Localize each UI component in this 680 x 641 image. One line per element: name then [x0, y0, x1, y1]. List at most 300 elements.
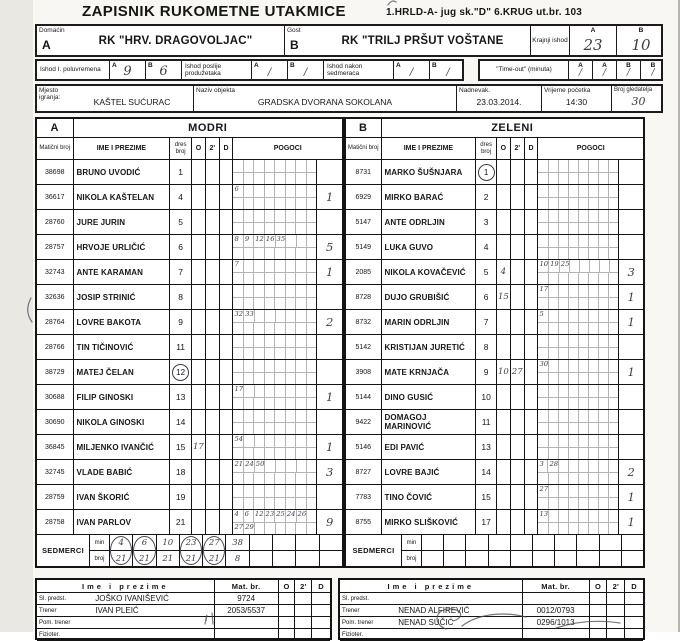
goal-minute — [307, 360, 316, 372]
goal-minute — [296, 160, 306, 172]
goal-minute — [569, 473, 579, 485]
official-penalty-cell — [295, 617, 312, 628]
player-disqualification — [220, 185, 234, 209]
player-row — [37, 460, 342, 485]
goal-minute — [549, 223, 559, 235]
goal-minute — [244, 398, 254, 410]
sevens-b: / — [446, 66, 450, 78]
goal-minute — [559, 223, 569, 235]
official-penalty-cell — [279, 593, 296, 604]
player-name: MILJENKO IVANČIĆ — [74, 435, 171, 459]
goal-minute — [538, 398, 548, 410]
goals-grid-line — [233, 373, 316, 385]
goal-minute — [265, 398, 275, 410]
player-goals-total — [317, 210, 342, 234]
sedmerci-min-broj-labels — [90, 535, 110, 566]
player-maticni-broj: 8732 — [346, 310, 382, 334]
goal-minute — [580, 260, 590, 272]
team-letter: A — [37, 119, 74, 137]
goal-minute — [275, 410, 285, 422]
goal-minute — [296, 498, 306, 510]
player-2min-minute — [511, 235, 525, 259]
goal-minute — [549, 498, 559, 510]
official-mat-br — [215, 617, 279, 628]
goal-minute — [307, 223, 316, 235]
player-name: DINO GUSIĆ — [382, 385, 477, 409]
goals-grid-line — [538, 160, 618, 173]
player-goals-total: 1 — [627, 290, 635, 304]
goal-minute — [275, 448, 285, 460]
player-maticni-broj: 36617 — [37, 185, 74, 209]
sedmerci-broj-value — [250, 551, 272, 566]
goal-minute — [254, 485, 264, 497]
goal-minute — [579, 310, 589, 322]
player-goals-total — [619, 435, 643, 459]
goal-minute — [589, 173, 599, 185]
goal-minute — [579, 460, 589, 472]
goal-minute — [307, 260, 316, 272]
goal-minute — [307, 335, 316, 347]
player-name: MATE KRNJAČA — [382, 360, 477, 384]
player-goals-grid — [538, 310, 619, 334]
official-penalty-cell — [295, 593, 312, 604]
goal-minute — [233, 348, 243, 360]
sevens-label-cell — [324, 61, 394, 79]
officials-team-a — [35, 578, 332, 640]
goal-minute — [609, 410, 618, 422]
goal-minute — [286, 448, 296, 460]
sedmerci-cell — [444, 535, 466, 566]
goal-minute — [559, 448, 569, 460]
goals-grid-line — [538, 360, 618, 373]
goals-grid-line — [538, 248, 618, 260]
goal-minute — [286, 210, 296, 222]
player-goals-total: 3 — [326, 465, 334, 479]
player-name: EDI PAVIĆ — [382, 435, 477, 459]
goals-grid — [538, 235, 618, 259]
player-dres-broj: 4 — [170, 185, 192, 209]
player-goals-grid — [538, 335, 619, 359]
goal-minute — [233, 273, 243, 285]
goal-minute — [579, 223, 589, 235]
goal-minute — [276, 523, 286, 535]
goal-minute — [589, 185, 599, 197]
player-goals-total — [317, 485, 342, 509]
player-goals-total: 1 — [326, 440, 334, 454]
hall-value: GRADSKA DVORANA SOKOLANA — [257, 97, 393, 107]
timeout-3-value: / — [626, 67, 631, 78]
col-header-dres-broj: dres broj — [476, 138, 497, 159]
player-2min-minute — [206, 485, 220, 509]
goal-minute: 10 — [538, 260, 549, 272]
date-label: Nadnevak. — [459, 87, 491, 94]
goal-minute — [296, 210, 306, 222]
teams-score-box — [35, 24, 663, 57]
goals-grid-line — [233, 423, 316, 435]
halftime-a: 9 — [123, 64, 132, 79]
goal-minute — [599, 335, 609, 347]
goal-minute — [569, 185, 579, 197]
goal-minute — [265, 335, 275, 347]
sedmerci-broj-value — [273, 551, 295, 566]
goal-minute — [549, 248, 559, 260]
goal-minute — [307, 173, 316, 185]
goals-grid — [233, 210, 316, 234]
goal-minute — [286, 248, 296, 260]
goal-minute — [599, 398, 609, 410]
player-disqualification — [525, 485, 539, 509]
goals-grid-line — [538, 173, 618, 185]
sedmerci-cell-stack — [444, 535, 465, 566]
goal-minute — [265, 435, 275, 447]
goal-minute — [233, 398, 243, 410]
player-maticni-broj: 38729 — [37, 360, 74, 384]
goal-minute — [244, 323, 254, 335]
goal-minute — [275, 360, 285, 372]
player-dres-broj: 11 — [476, 410, 497, 434]
goals-grid-line — [538, 260, 618, 273]
official-penalty-cell — [279, 617, 296, 628]
goal-minute — [599, 485, 609, 497]
goal-minute — [296, 385, 306, 397]
col-header-2min: 2' — [511, 138, 525, 159]
overtime-label-cell — [182, 61, 252, 79]
goal-minute — [275, 248, 285, 260]
player-goals-grid — [233, 210, 317, 234]
goal-minute — [609, 435, 618, 447]
goal-minute — [549, 473, 559, 485]
overtime-b-letter: B — [290, 62, 295, 69]
player-dres-broj: 6 — [170, 235, 192, 259]
goal-minute — [538, 248, 548, 260]
goal-minute — [254, 423, 264, 435]
goal-minute — [559, 498, 569, 510]
goal-minute — [559, 273, 569, 285]
player-row — [346, 260, 643, 285]
goal-minute — [589, 323, 599, 335]
goal-minute — [275, 223, 285, 235]
player-warning-minute — [192, 510, 206, 534]
sedmerci-min-value — [511, 535, 532, 551]
goal-minute — [549, 398, 559, 410]
goals-grid — [233, 160, 316, 184]
goals-grid — [538, 335, 618, 359]
official-row — [37, 617, 330, 629]
player-warning-minute — [192, 410, 206, 434]
goal-minute — [244, 473, 254, 485]
goal-minute — [307, 210, 316, 222]
goal-minute — [244, 335, 254, 347]
goal-minute — [609, 423, 618, 435]
goal-minute — [579, 298, 589, 310]
goal-minute — [538, 298, 548, 310]
player-warning-minute: 15 — [497, 285, 511, 309]
goal-minute — [286, 223, 296, 235]
sedmerci-min-value: 10 — [157, 535, 179, 551]
player-name: ANTE ODRLJIN — [382, 210, 477, 234]
goal-minute — [233, 360, 243, 372]
sedmerci-cell — [133, 535, 156, 566]
goals-grid-line — [538, 373, 618, 385]
player-2min-minute — [511, 285, 525, 309]
goal-minute — [307, 398, 316, 410]
official-role: Sl. predst. — [39, 595, 67, 602]
goals-grid — [538, 260, 618, 284]
player-row — [37, 410, 342, 435]
goal-minute — [549, 185, 559, 197]
player-warning-minute — [192, 485, 206, 509]
goal-minute — [286, 273, 296, 285]
officials-header-d: D — [318, 581, 324, 591]
player-dres-broj: 15 — [476, 485, 497, 509]
col-header-ime-i-prezime: IME I PREZIME — [74, 138, 171, 159]
goals-grid-line — [233, 285, 316, 298]
sedmerci-min-value: 6 — [133, 535, 155, 551]
goal-minute — [538, 335, 548, 347]
final-score-label-cell — [531, 26, 570, 55]
goal-minute — [579, 423, 589, 435]
goals-grid — [233, 310, 316, 334]
player-row — [37, 335, 342, 360]
goal-minute — [559, 173, 569, 185]
goal-minute — [286, 298, 296, 310]
goal-minute — [286, 423, 296, 435]
sedmerci-broj-value — [600, 551, 621, 566]
overtime-a-cell — [252, 61, 288, 79]
goal-minute — [589, 448, 599, 460]
col-header-pogoci: POGOCI — [273, 145, 302, 152]
official-penalty-cell — [279, 629, 296, 640]
goal-minute — [579, 173, 589, 185]
sedmerci-cell-stack — [533, 535, 554, 566]
player-disqualification — [525, 160, 539, 184]
goal-minute — [265, 323, 275, 335]
goal-minute — [244, 360, 254, 372]
goal-minute — [569, 435, 579, 447]
goal-minute — [579, 485, 589, 497]
final-score-a: 23 — [583, 36, 603, 54]
official-mat-br: 0296/1013 — [523, 617, 590, 628]
goal-minute — [549, 173, 559, 185]
goal-minute — [579, 348, 589, 360]
spectators-cell — [612, 86, 665, 111]
player-name: JURE JURIN — [74, 210, 171, 234]
official-role: Pom. trener — [342, 619, 374, 626]
official-row — [340, 605, 643, 617]
goal-minute — [307, 473, 316, 485]
player-row — [346, 435, 643, 460]
goal-minute — [609, 473, 618, 485]
goal-minute: 50 — [255, 460, 266, 472]
goal-minute — [233, 285, 243, 297]
final-score-label: Krajnji ishod — [532, 36, 568, 44]
goal-minute — [265, 248, 275, 260]
goal-minute — [589, 348, 599, 360]
player-goals-total — [317, 335, 342, 359]
goal-minute — [589, 485, 599, 497]
goal-minute — [275, 210, 285, 222]
spectators-value: 30 — [631, 95, 646, 108]
player-2min-minute — [511, 410, 525, 434]
player-goals-grid — [538, 510, 619, 534]
circled-dres-number: 1 — [478, 164, 495, 181]
goals-grid-line — [233, 248, 316, 260]
official-mat-br: 9724 — [215, 593, 279, 604]
goal-minute — [254, 198, 264, 210]
player-dres-broj: 5 — [170, 210, 192, 234]
sedmerci-row — [346, 535, 643, 566]
player-dres-broj: 7 — [476, 310, 497, 334]
goals-grid-line — [538, 510, 618, 523]
goal-minute — [549, 423, 559, 435]
goal-minute — [559, 160, 569, 172]
goal-minute — [579, 273, 589, 285]
goal-minute — [599, 298, 609, 310]
goal-minute — [265, 185, 275, 197]
goal-minute — [599, 448, 609, 460]
player-row — [37, 385, 342, 410]
official-penalty-cell — [295, 605, 312, 616]
goal-minute — [569, 523, 579, 535]
player-disqualification — [525, 185, 539, 209]
goal-minute — [599, 310, 609, 322]
sedmerci-cell-stack — [273, 535, 295, 566]
sedmerci-cell — [600, 535, 622, 566]
goal-minute: 27 — [538, 485, 549, 497]
sedmerci-broj-label: broj — [94, 555, 105, 562]
goals-grid — [233, 360, 316, 384]
officials-header-o: O — [590, 580, 608, 592]
goal-minute: 54 — [233, 435, 244, 447]
goal-minute — [559, 348, 569, 360]
goal-minute — [549, 448, 559, 460]
goal-minute — [569, 485, 579, 497]
goal-minute — [538, 435, 548, 447]
goal-minute — [599, 435, 609, 447]
sedmerci-min-value — [444, 535, 465, 551]
goal-minute — [286, 323, 296, 335]
goals-grid — [538, 410, 618, 434]
goals-grid — [538, 385, 618, 409]
goal-minute — [569, 273, 579, 285]
sedmerci-label: SEDMERCI — [37, 535, 90, 566]
goal-minute — [538, 498, 548, 510]
sedmerci-broj-value — [489, 551, 510, 566]
goals-grid-line — [233, 498, 316, 510]
sevens-a-letter: A — [396, 62, 401, 69]
player-warning-minute — [192, 260, 206, 284]
guest-letter: B — [290, 38, 299, 52]
official-name — [394, 629, 522, 640]
goal-minute — [265, 348, 275, 360]
goals-grid-line — [538, 423, 618, 435]
goals-grid-line — [233, 298, 316, 310]
final-score-a-cell — [570, 26, 617, 55]
goals-grid-line — [538, 498, 618, 510]
place-value: KAŠTEL SUĆURAC — [93, 97, 171, 107]
goals-grid-line — [233, 310, 316, 323]
player-2min-minute — [511, 385, 525, 409]
goal-minute — [265, 485, 275, 497]
goal-minute — [609, 298, 618, 310]
goals-grid-line — [538, 460, 618, 473]
sedmerci-min-value — [555, 535, 576, 551]
goal-minute — [307, 348, 316, 360]
goal-minute — [265, 523, 275, 535]
sedmerci-cell-stack — [600, 535, 621, 566]
goal-minute — [538, 173, 548, 185]
goals-grid-line — [233, 473, 316, 485]
sedmerci-broj-value: 21 — [208, 553, 220, 564]
halftime-b-letter: B — [148, 62, 153, 69]
timeout-3-letter: B — [626, 62, 631, 69]
goals-grid-line — [233, 273, 316, 285]
official-role: Fizioter. — [39, 631, 61, 638]
goal-minute — [579, 498, 589, 510]
goal-minute — [609, 310, 618, 322]
goal-minute — [254, 335, 264, 347]
sedmerci-broj-value: 21 — [139, 553, 150, 564]
player-goals-grid — [233, 335, 317, 359]
sedmerci-cell-stack — [250, 535, 272, 566]
sedmerci-broj-value — [466, 551, 487, 566]
goal-minute — [244, 498, 254, 510]
goals-grid-line — [538, 348, 618, 360]
sedmerci-min-value: 38 — [226, 535, 248, 551]
goal-minute — [275, 285, 285, 297]
player-goals-grid — [233, 260, 317, 284]
goal-minute: 21 — [233, 460, 244, 472]
goal-minute — [569, 323, 579, 335]
sedmerci-row — [37, 535, 342, 566]
player-disqualification — [525, 235, 539, 259]
goal-minute — [286, 335, 296, 347]
goal-minute — [599, 285, 609, 297]
sedmerci-broj-value — [320, 551, 342, 566]
col-header-maticni-broj: Matični broj — [346, 138, 382, 159]
timeout-4-value: / — [651, 67, 655, 78]
sedmerci-cells — [422, 535, 643, 566]
goal-minute — [265, 360, 275, 372]
goal-minute — [244, 348, 254, 360]
sedmerci-min-broj-labels — [402, 535, 422, 566]
sedmerci-cell — [110, 535, 133, 566]
overtime-a-letter: A — [254, 62, 259, 69]
home-letter: A — [42, 38, 51, 52]
goal-minute — [265, 385, 275, 397]
goal-minute — [599, 185, 609, 197]
goals-grid — [538, 435, 618, 459]
player-dres-broj: 13 — [170, 385, 192, 409]
goal-minute: 24 — [286, 510, 297, 522]
player-2min-minute — [206, 310, 220, 334]
official-row — [37, 629, 330, 641]
roster-team-a — [35, 117, 344, 568]
player-row — [346, 235, 643, 260]
sedmerci-cell — [180, 535, 203, 566]
goal-minute — [589, 273, 599, 285]
player-dres-broj: 13 — [476, 435, 497, 459]
player-row — [37, 435, 342, 460]
player-2min-minute — [511, 435, 525, 459]
goal-minute — [244, 373, 254, 385]
overtime-label: Ishod poslije produžetaka — [185, 62, 222, 77]
goal-minute — [296, 410, 306, 422]
goal-minute: 3 — [538, 460, 548, 472]
goal-minute — [297, 235, 307, 247]
player-maticni-broj: 28757 — [37, 235, 74, 259]
player-name: MARIN ODRLJIN — [382, 310, 477, 334]
